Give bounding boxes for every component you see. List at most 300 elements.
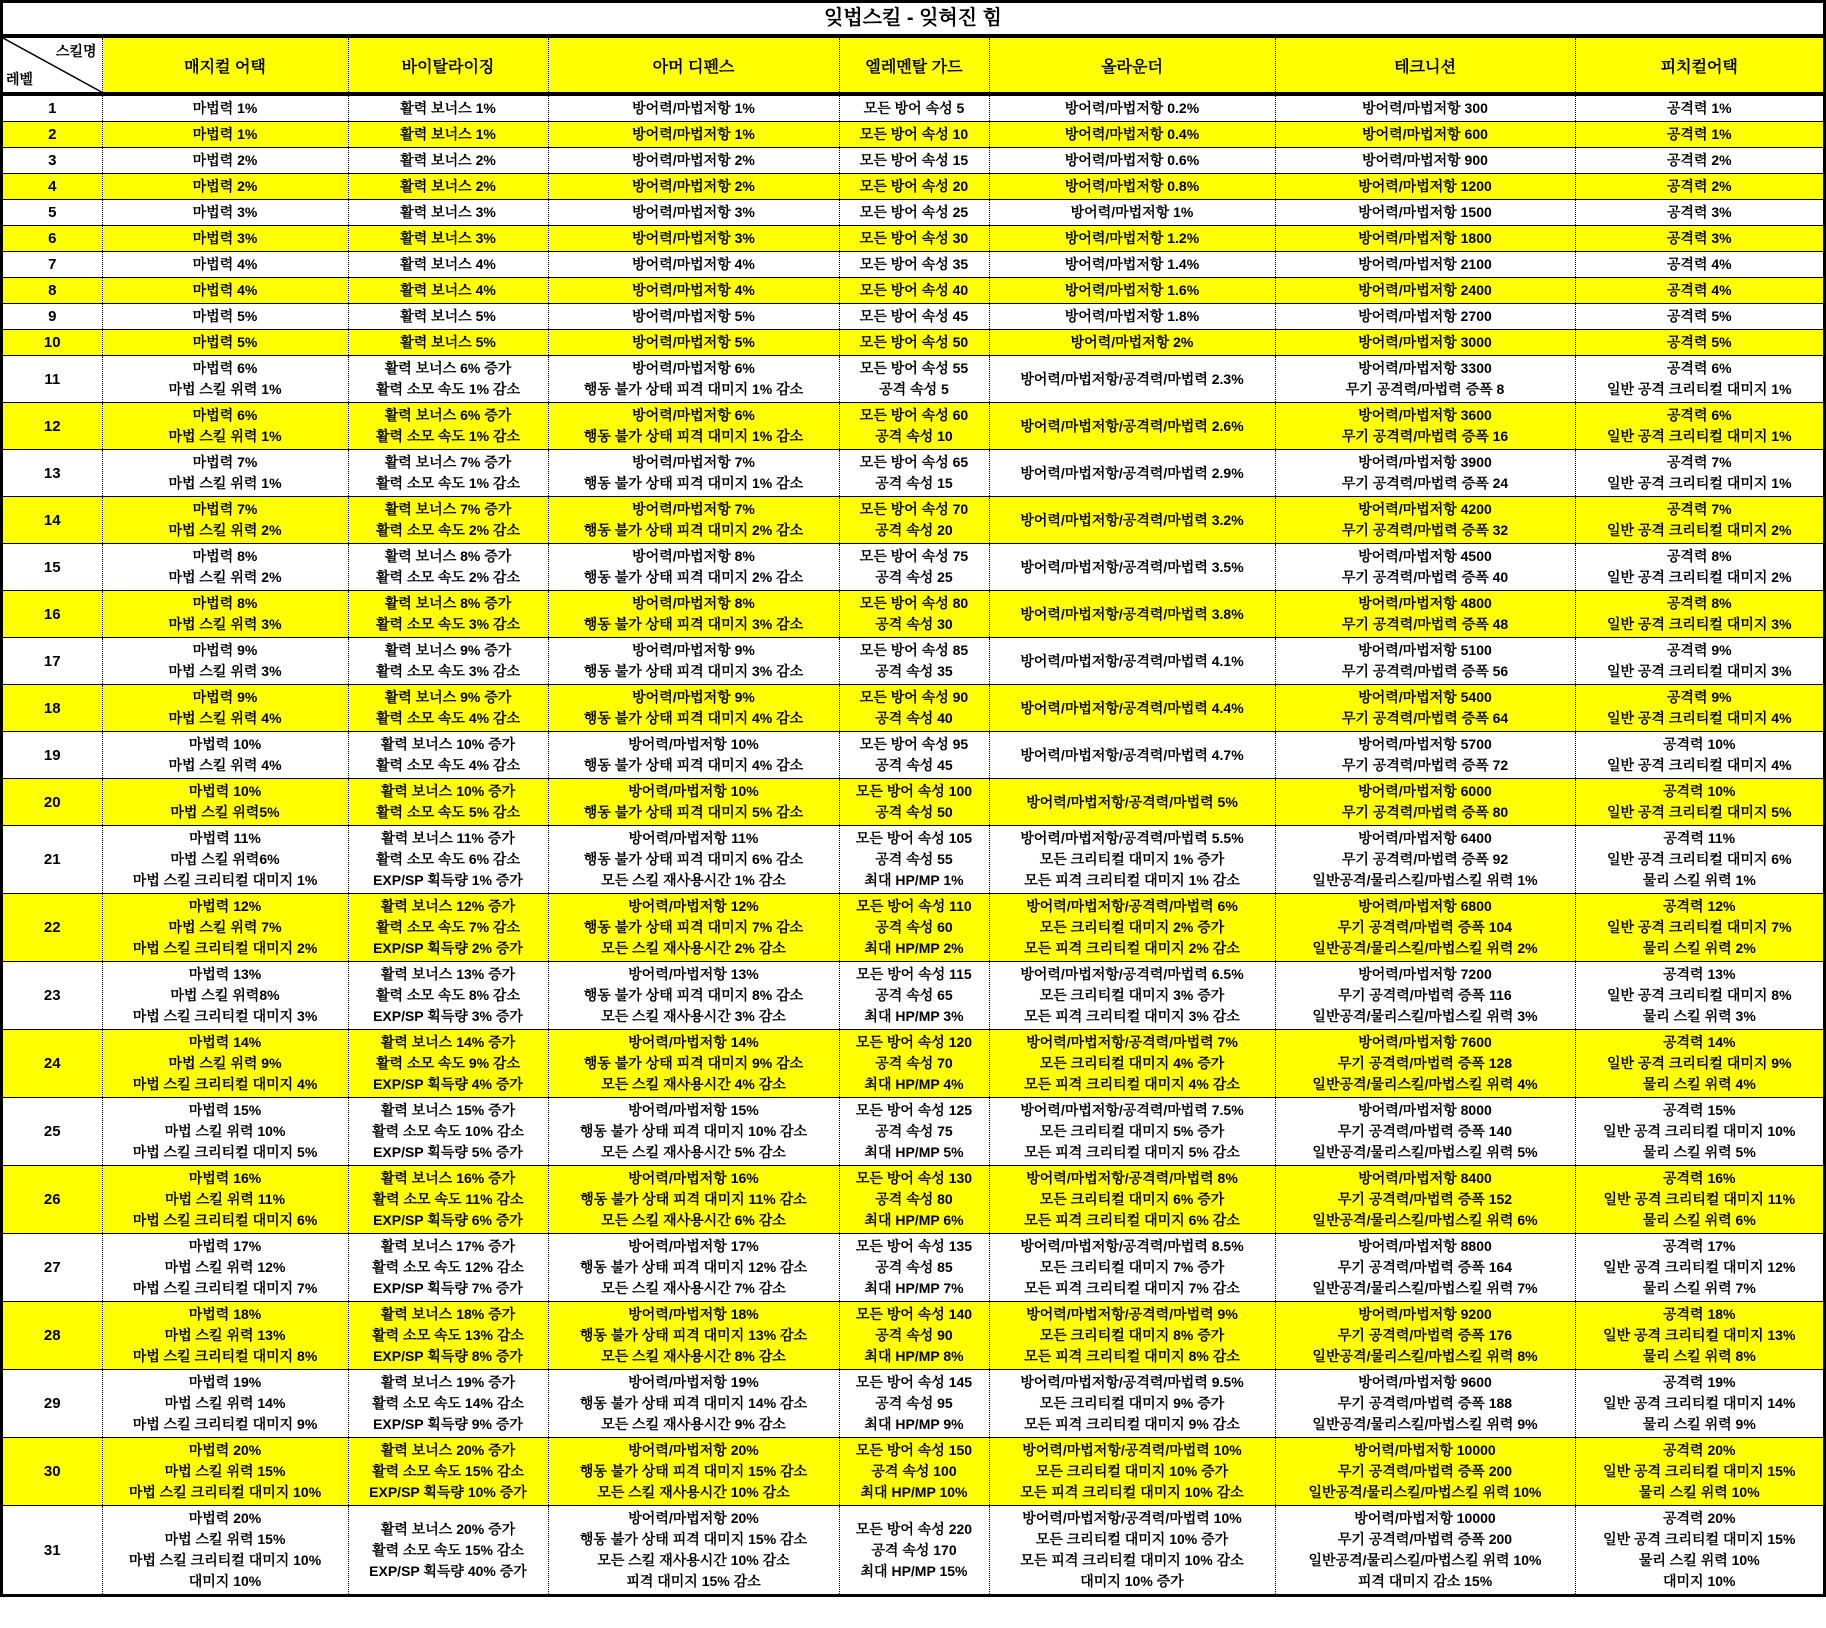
cell-line: 활력 보너스 1% — [400, 126, 496, 142]
cell-all-rounder — [989, 732, 1275, 779]
cell-line: 물리 스킬 위력 1% — [1642, 872, 1756, 888]
cell-all-rounder — [989, 1166, 1275, 1234]
cell-line: 모든 스킬 재사용시간 6% 감소 — [601, 1212, 786, 1228]
cell-line: 활력 소모 속도 11% 감소 — [372, 1191, 524, 1207]
cell-line: 방어력/마법저항 17% — [628, 1238, 759, 1254]
cell-vitalizing — [348, 1370, 548, 1438]
cell-line: 활력 보너스 6% 증가 — [384, 360, 512, 376]
cell-vitalizing — [348, 94, 548, 122]
cell-line: 활력 소모 속도 2% 감소 — [376, 569, 520, 585]
cell-line: 행동 불가 상태 피격 대미지 12% 감소 — [579, 1259, 808, 1275]
cell-line: 마법 스킬 위력 7% — [168, 919, 282, 935]
cell-line: 모든 방어 속성 145 — [855, 1374, 973, 1390]
cell-line: 활력 소모 속도 13% 감소 — [372, 1327, 524, 1343]
cell-line: 물리 스킬 위력 2% — [1642, 940, 1756, 956]
cell-line: 방어력/마법저항 300 — [1362, 100, 1488, 116]
cell-vitalizing — [348, 122, 548, 148]
cell-line: 방어력/마법저항/공격력/마법력 3.5% — [1020, 558, 1244, 575]
cell-line: 무기 공격력/마법력 증폭 128 — [1337, 1055, 1513, 1071]
cell-line: 방어력/마법저항 0.2% — [1064, 100, 1200, 116]
cell-armor-defense — [548, 278, 839, 304]
cell-armor-defense — [548, 252, 839, 278]
table-row-level-26 — [3, 1166, 1823, 1234]
cell-line: 방어력/마법저항/공격력/마법력 4.7% — [1020, 746, 1244, 763]
cell-line: 방어력/마법저항 1.6% — [1064, 282, 1200, 298]
cell-line: 마법력 1% — [192, 126, 258, 142]
cell-line: 활력 보너스 20% 증가 — [380, 1520, 516, 1537]
level-cell: 2 — [3, 122, 102, 148]
cell-vitalizing — [348, 330, 548, 356]
cell-line: 방어력/마법저항/공격력/마법력 3.2% — [1020, 511, 1244, 528]
cell-all-rounder — [989, 638, 1275, 685]
cell-armor-defense — [548, 450, 839, 497]
cell-line: 물리 스킬 위력 6% — [1642, 1212, 1756, 1228]
cell-line: 활력 보너스 15% 증가 — [380, 1102, 516, 1118]
cell-line: 마법력 7% — [192, 501, 258, 517]
cell-line: 모든 피격 크리티컬 대미지 6% 감소 — [1024, 1212, 1240, 1228]
cell-technician — [1275, 122, 1575, 148]
cell-line: 활력 소모 속도 1% 감소 — [376, 428, 520, 444]
cell-elemental-guard — [839, 1166, 989, 1234]
cell-line: 공격력 1% — [1666, 100, 1732, 116]
cell-magical-attack — [102, 94, 348, 122]
cell-line: 활력 보너스 18% 증가 — [380, 1306, 516, 1322]
cell-line: 활력 보너스 8% 증가 — [384, 548, 512, 564]
cell-armor-defense — [548, 403, 839, 450]
cell-line: 공격 속성 10 — [875, 428, 953, 444]
cell-line: 일반공격/물리스킬/마법스킬 위력 9% — [1312, 1416, 1538, 1432]
cell-line: 행동 불가 상태 피격 대미지 11% 감소 — [580, 1191, 807, 1207]
cell-elemental-guard — [839, 174, 989, 200]
cell-elemental-guard — [839, 356, 989, 403]
cell-line: 무기 공격력/마법력 증폭 80 — [1341, 804, 1509, 820]
cell-vitalizing — [348, 450, 548, 497]
cell-elemental-guard — [839, 1234, 989, 1302]
cell-line: 마법 스킬 위력 10% — [164, 1123, 286, 1139]
cell-line: 모든 스킬 재사용시간 10% 감소 — [597, 1552, 790, 1568]
cell-line: 방어력/마법저항 7200 — [1358, 966, 1492, 982]
cell-line: 모든 방어 속성 30 — [859, 230, 969, 246]
cell-line: 활력 보너스 20% 증가 — [380, 1442, 516, 1458]
cell-line: 일반공격/물리스킬/마법스킬 위력 10% — [1308, 1552, 1542, 1568]
level-cell: 29 — [3, 1370, 102, 1438]
cell-armor-defense — [548, 174, 839, 200]
cell-technician — [1275, 174, 1575, 200]
cell-all-rounder — [989, 1234, 1275, 1302]
cell-line: 최대 HP/MP 6% — [864, 1212, 964, 1228]
cell-line: 활력 소모 속도 4% 감소 — [376, 757, 520, 773]
cell-line: 마법력 14% — [188, 1034, 262, 1050]
cell-elemental-guard — [839, 779, 989, 826]
cell-line: 물리 스킬 위력 10% — [1638, 1484, 1760, 1500]
cell-line: 방어력/마법저항/공격력/마법력 9% — [1026, 1306, 1238, 1322]
cell-line: 활력 소모 속도 8% 감소 — [376, 987, 520, 1003]
cell-line: 방어력/마법저항 15% — [628, 1102, 759, 1118]
cell-line: 방어력/마법저항 20% — [628, 1510, 759, 1526]
cell-line: 공격 속성 70 — [875, 1055, 953, 1071]
cell-line: 마법 스킬 위력 2% — [168, 569, 282, 585]
cell-line: 방어력/마법저항 6400 — [1358, 830, 1492, 846]
cell-line: 대미지 10% — [188, 1573, 262, 1589]
column-header-armor-defense: 아머 디펜스 — [548, 38, 839, 94]
cell-line: 마법력 4% — [192, 256, 258, 272]
cell-line: 모든 방어 속성 15 — [859, 152, 969, 168]
cell-line: 모든 피격 크리티컬 대미지 5% 감소 — [1024, 1144, 1240, 1160]
cell-line: EXP/SP 획득량 6% 증가 — [373, 1212, 523, 1228]
cell-line: 최대 HP/MP 1% — [864, 872, 964, 888]
cell-line: 모든 방어 속성 105 — [855, 830, 973, 846]
cell-line: 모든 방어 속성 150 — [855, 1442, 973, 1458]
level-cell: 7 — [3, 252, 102, 278]
cell-technician — [1275, 1234, 1575, 1302]
cell-physical-attack — [1575, 826, 1823, 894]
cell-line: 무기 공격력/마법력 증폭 40 — [1341, 569, 1509, 585]
cell-magical-attack — [102, 403, 348, 450]
cell-elemental-guard — [839, 200, 989, 226]
level-skill-corner-header — [3, 38, 102, 94]
cell-line: 모든 스킬 재사용시간 9% 감소 — [601, 1416, 786, 1432]
cell-line: 활력 보너스 4% — [400, 282, 496, 298]
cell-technician — [1275, 638, 1575, 685]
cell-line: 마법 스킬 위력6% — [170, 851, 280, 867]
cell-line: 방어력/마법저항 9% — [632, 689, 755, 705]
cell-line: 모든 방어 속성 50 — [859, 334, 969, 350]
table-row-level-22 — [3, 894, 1823, 962]
cell-magical-attack — [102, 638, 348, 685]
cell-line: 방어력/마법저항 10000 — [1354, 1510, 1496, 1526]
cell-elemental-guard — [839, 732, 989, 779]
cell-elemental-guard — [839, 685, 989, 732]
cell-line: 방어력/마법저항/공격력/마법력 5% — [1026, 793, 1238, 810]
cell-line: 일반공격/물리스킬/마법스킬 위력 5% — [1312, 1144, 1538, 1160]
header-row — [3, 38, 1823, 94]
cell-physical-attack — [1575, 638, 1823, 685]
cell-line: 공격력 2% — [1666, 152, 1732, 168]
cell-line: 공격 속성 40 — [875, 710, 953, 726]
cell-line: 방어력/마법저항 9% — [632, 642, 755, 658]
cell-line: 일반 공격 크리티컬 대미지 1% — [1606, 381, 1792, 397]
cell-line: 방어력/마법저항 1800 — [1358, 230, 1492, 246]
cell-line: 일반 공격 크리티컬 대미지 15% — [1603, 1463, 1796, 1479]
cell-line: 행동 불가 상태 피격 대미지 3% 감소 — [583, 616, 804, 632]
cell-line: 방어력/마법저항 10% — [628, 736, 759, 752]
cell-vitalizing — [348, 174, 548, 200]
cell-line: 방어력/마법저항 13% — [628, 966, 759, 982]
cell-line: 방어력/마법저항 2% — [632, 178, 755, 194]
cell-line: EXP/SP 획득량 10% 증가 — [369, 1484, 527, 1500]
table-row-level-18 — [3, 685, 1823, 732]
cell-line: 일반공격/물리스킬/마법스킬 위력 1% — [1312, 872, 1538, 888]
cell-elemental-guard — [839, 497, 989, 544]
cell-line: 공격력 9% — [1666, 642, 1732, 658]
cell-all-rounder — [989, 304, 1275, 330]
cell-armor-defense — [548, 1234, 839, 1302]
cell-line: 행동 불가 상태 피격 대미지 2% 감소 — [583, 569, 804, 585]
cell-line: 방어력/마법저항 1.2% — [1064, 230, 1200, 246]
cell-line: 최대 HP/MP 10% — [860, 1484, 968, 1500]
cell-line: 방어력/마법저항/공격력/마법력 9.5% — [1020, 1374, 1244, 1390]
cell-line: 방어력/마법저항/공격력/마법력 10% — [1022, 1442, 1242, 1458]
cell-armor-defense — [548, 685, 839, 732]
cell-line: 활력 보너스 4% — [400, 256, 496, 272]
cell-vitalizing — [348, 591, 548, 638]
table-row-level-16 — [3, 591, 1823, 638]
cell-armor-defense — [548, 1302, 839, 1370]
cell-all-rounder — [989, 94, 1275, 122]
cell-physical-attack — [1575, 304, 1823, 330]
cell-line: 방어력/마법저항 11% — [628, 830, 759, 846]
cell-line: 활력 보너스 12% 증가 — [380, 898, 516, 914]
table-row-level-10 — [3, 330, 1823, 356]
cell-all-rounder — [989, 685, 1275, 732]
cell-magical-attack — [102, 226, 348, 252]
cell-line: 무기 공격력/마법력 증폭 188 — [1337, 1395, 1513, 1411]
cell-vitalizing — [348, 356, 548, 403]
table-row-level-7 — [3, 252, 1823, 278]
cell-line: 방어력/마법저항 8400 — [1358, 1170, 1492, 1186]
cell-elemental-guard — [839, 1030, 989, 1098]
cell-line: 방어력/마법저항/공격력/마법력 5.5% — [1020, 830, 1244, 846]
cell-line: 모든 크리티컬 대미지 9% 증가 — [1039, 1395, 1225, 1411]
cell-magical-attack — [102, 1166, 348, 1234]
cell-vitalizing — [348, 304, 548, 330]
cell-armor-defense — [548, 638, 839, 685]
cell-line: 방어력/마법저항/공격력/마법력 2.9% — [1020, 464, 1244, 481]
cell-line: 무기 공격력/마법력 증폭 8 — [1345, 381, 1505, 397]
cell-line: 활력 보너스 5% — [400, 334, 496, 350]
cell-line: 활력 보너스 3% — [400, 230, 496, 246]
cell-line: 마법력 9% — [192, 642, 258, 658]
cell-line: 방어력/마법저항 600 — [1362, 126, 1488, 142]
cell-armor-defense — [548, 1098, 839, 1166]
cell-line: 공격력 3% — [1666, 230, 1732, 246]
cell-line: 모든 방어 속성 80 — [859, 595, 969, 611]
cell-magical-attack — [102, 1098, 348, 1166]
cell-technician — [1275, 779, 1575, 826]
cell-line: 마법 스킬 크리티컬 대미지 10% — [128, 1552, 322, 1568]
table-row-level-28 — [3, 1302, 1823, 1370]
cell-vitalizing — [348, 962, 548, 1030]
cell-line: 모든 피격 크리티컬 대미지 8% 감소 — [1024, 1348, 1240, 1364]
cell-line: 공격 속성 85 — [875, 1259, 953, 1275]
cell-elemental-guard — [839, 591, 989, 638]
table-row-level-24 — [3, 1030, 1823, 1098]
cell-armor-defense — [548, 1030, 839, 1098]
level-cell: 18 — [3, 685, 102, 732]
cell-line: 마법력 6% — [192, 360, 258, 376]
cell-vitalizing — [348, 148, 548, 174]
cell-line: 방어력/마법저항 1.8% — [1064, 308, 1200, 324]
level-cell: 8 — [3, 278, 102, 304]
cell-technician — [1275, 226, 1575, 252]
cell-line: 모든 방어 속성 10 — [859, 126, 969, 142]
cell-armor-defense — [548, 148, 839, 174]
cell-line: EXP/SP 획득량 3% 증가 — [373, 1008, 523, 1024]
cell-line: 마법 스킬 위력 14% — [164, 1395, 286, 1411]
cell-all-rounder — [989, 226, 1275, 252]
cell-line: EXP/SP 획득량 9% 증가 — [373, 1416, 523, 1432]
cell-line: 방어력/마법저항 2700 — [1358, 308, 1492, 324]
cell-magical-attack — [102, 450, 348, 497]
cell-armor-defense — [548, 1438, 839, 1506]
cell-line: 공격력 20% — [1663, 1510, 1736, 1526]
level-cell: 20 — [3, 779, 102, 826]
cell-line: 물리 스킬 위력 5% — [1642, 1144, 1756, 1160]
cell-magical-attack — [102, 122, 348, 148]
cell-armor-defense — [548, 94, 839, 122]
cell-line: 공격 속성 80 — [875, 1191, 953, 1207]
cell-physical-attack — [1575, 1098, 1823, 1166]
cell-magical-attack — [102, 252, 348, 278]
cell-line: 모든 방어 속성 130 — [855, 1170, 973, 1186]
cell-line: 피격 대미지 감소 15% — [1357, 1573, 1493, 1589]
cell-line: 방어력/마법저항 5700 — [1358, 736, 1492, 752]
cell-line: 활력 보너스 7% 증가 — [384, 501, 512, 517]
cell-line: 무기 공격력/마법력 증폭 176 — [1337, 1327, 1513, 1343]
cell-line: 모든 방어 속성 75 — [859, 548, 969, 564]
cell-technician — [1275, 497, 1575, 544]
cell-physical-attack — [1575, 278, 1823, 304]
cell-line: EXP/SP 획득량 8% 증가 — [373, 1348, 523, 1364]
cell-line: 무기 공격력/마법력 증폭 152 — [1337, 1191, 1513, 1207]
corner-label-skill-name: 스킬명 — [55, 43, 97, 59]
cell-vitalizing — [348, 200, 548, 226]
cell-line: 공격력 2% — [1666, 178, 1732, 194]
cell-line: 공격력 3% — [1666, 204, 1732, 220]
level-cell: 11 — [3, 356, 102, 403]
cell-line: 활력 소모 속도 6% 감소 — [376, 851, 520, 867]
cell-line: 행동 불가 상태 피격 대미지 15% 감소 — [579, 1463, 808, 1479]
cell-line: 마법 스킬 위력 1% — [168, 428, 282, 444]
cell-line: 방어력/마법저항 12% — [628, 898, 759, 914]
cell-all-rounder — [989, 894, 1275, 962]
cell-elemental-guard — [839, 1438, 989, 1506]
cell-vitalizing — [348, 1438, 548, 1506]
cell-line: 일반공격/물리스킬/마법스킬 위력 4% — [1312, 1076, 1538, 1092]
cell-line: 마법력 20% — [188, 1442, 262, 1458]
cell-all-rounder — [989, 962, 1275, 1030]
cell-elemental-guard — [839, 226, 989, 252]
cell-line: 행동 불가 상태 피격 대미지 1% 감소 — [583, 428, 804, 444]
cell-line: 방어력/마법저항 10% — [628, 783, 759, 799]
cell-line: 방어력/마법저항 3% — [632, 204, 755, 220]
cell-line: 공격력 15% — [1663, 1102, 1736, 1118]
cell-line: 활력 보너스 3% — [400, 204, 496, 220]
cell-physical-attack — [1575, 544, 1823, 591]
cell-line: 공격력 16% — [1663, 1170, 1736, 1186]
cell-armor-defense — [548, 544, 839, 591]
cell-line: 공격 속성 5 — [879, 381, 949, 397]
level-cell: 14 — [3, 497, 102, 544]
cell-technician — [1275, 200, 1575, 226]
cell-line: 활력 보너스 6% 증가 — [384, 407, 512, 423]
cell-elemental-guard — [839, 330, 989, 356]
cell-line: 마법 스킬 위력 9% — [168, 1055, 282, 1071]
cell-line: 방어력/마법저항 0.4% — [1064, 126, 1200, 142]
cell-line: 모든 크리티컬 대미지 5% 증가 — [1039, 1123, 1225, 1139]
cell-line: EXP/SP 획득량 5% 증가 — [373, 1144, 523, 1160]
cell-line: 일반 공격 크리티컬 대미지 9% — [1606, 1055, 1792, 1071]
cell-line: EXP/SP 획득량 40% 증가 — [369, 1562, 527, 1579]
cell-line: 마법 스킬 크리티컬 대미지 4% — [132, 1076, 318, 1092]
cell-line: 행동 불가 상태 피격 대미지 5% 감소 — [583, 804, 804, 820]
cell-elemental-guard — [839, 1302, 989, 1370]
cell-line: 마법 스킬 크리티컬 대미지 3% — [132, 1008, 318, 1024]
cell-line: 방어력/마법저항 4500 — [1358, 548, 1492, 564]
cell-line: 마법력 9% — [192, 689, 258, 705]
cell-line: 모든 피격 크리티컬 대미지 10% 감소 — [1020, 1552, 1244, 1568]
cell-line: 마법 스킬 크리티컬 대미지 6% — [132, 1212, 318, 1228]
cell-vitalizing — [348, 685, 548, 732]
cell-line: 마법력 20% — [188, 1510, 262, 1526]
cell-line: 일반 공격 크리티컬 대미지 10% — [1603, 1123, 1796, 1139]
cell-line: 방어력/마법저항 0.6% — [1064, 152, 1200, 168]
column-header-magical-attack: 매지컬 어택 — [102, 38, 348, 94]
cell-line: 공격력 8% — [1666, 595, 1732, 611]
cell-line: 모든 피격 크리티컬 대미지 1% 감소 — [1024, 872, 1240, 888]
cell-line: 무기 공격력/마법력 증폭 104 — [1337, 919, 1513, 935]
table-row-level-6 — [3, 226, 1823, 252]
cell-line: 모든 스킬 재사용시간 1% 감소 — [601, 872, 786, 888]
cell-line: 모든 피격 크리티컬 대미지 7% 감소 — [1024, 1280, 1240, 1296]
cell-vitalizing — [348, 1030, 548, 1098]
cell-magical-attack — [102, 826, 348, 894]
cell-technician — [1275, 94, 1575, 122]
cell-technician — [1275, 894, 1575, 962]
cell-all-rounder — [989, 356, 1275, 403]
cell-line: 공격 속성 65 — [875, 987, 953, 1003]
cell-line: 활력 보너스 8% 증가 — [384, 595, 512, 611]
cell-line: 모든 스킬 재사용시간 7% 감소 — [601, 1280, 786, 1296]
cell-line: 활력 소모 속도 2% 감소 — [376, 522, 520, 538]
cell-physical-attack — [1575, 1166, 1823, 1234]
table-row-level-4 — [3, 174, 1823, 200]
cell-line: 방어력/마법저항 3000 — [1358, 334, 1492, 350]
cell-line: 방어력/마법저항 4% — [632, 282, 755, 298]
table-row-level-31 — [3, 1506, 1823, 1595]
cell-elemental-guard — [839, 122, 989, 148]
cell-line: 활력 보너스 10% 증가 — [380, 783, 516, 799]
cell-physical-attack — [1575, 174, 1823, 200]
cell-line: 방어력/마법저항/공격력/마법력 8.5% — [1020, 1238, 1244, 1254]
cell-line: 활력 소모 속도 12% 감소 — [372, 1259, 524, 1275]
cell-vitalizing — [348, 779, 548, 826]
column-header-all-rounder: 올라운더 — [989, 38, 1275, 94]
cell-line: 마법력 4% — [192, 282, 258, 298]
cell-line: 일반공격/물리스킬/마법스킬 위력 8% — [1312, 1348, 1538, 1364]
cell-line: 공격 속성 20 — [875, 522, 953, 538]
cell-line: 모든 스킬 재사용시간 5% 감소 — [601, 1144, 786, 1160]
cell-line: 공격력 17% — [1663, 1238, 1736, 1254]
cell-line: 물리 스킬 위력 7% — [1642, 1280, 1756, 1296]
cell-armor-defense — [548, 826, 839, 894]
cell-all-rounder — [989, 403, 1275, 450]
cell-physical-attack — [1575, 894, 1823, 962]
cell-line: 방어력/마법저항/공격력/마법력 7.5% — [1020, 1102, 1244, 1118]
cell-elemental-guard — [839, 826, 989, 894]
cell-magical-attack — [102, 356, 348, 403]
cell-line: 활력 소모 속도 9% 감소 — [376, 1055, 520, 1071]
cell-physical-attack — [1575, 1302, 1823, 1370]
cell-technician — [1275, 252, 1575, 278]
cell-elemental-guard — [839, 894, 989, 962]
cell-line: 활력 소모 속도 14% 감소 — [372, 1395, 524, 1411]
cell-line: 최대 HP/MP 9% — [864, 1416, 964, 1432]
cell-magical-attack — [102, 278, 348, 304]
cell-line: 방어력/마법저항 0.8% — [1064, 178, 1200, 194]
cell-line: 활력 보너스 2% — [400, 152, 496, 168]
cell-line: EXP/SP 획득량 2% 증가 — [373, 940, 523, 956]
